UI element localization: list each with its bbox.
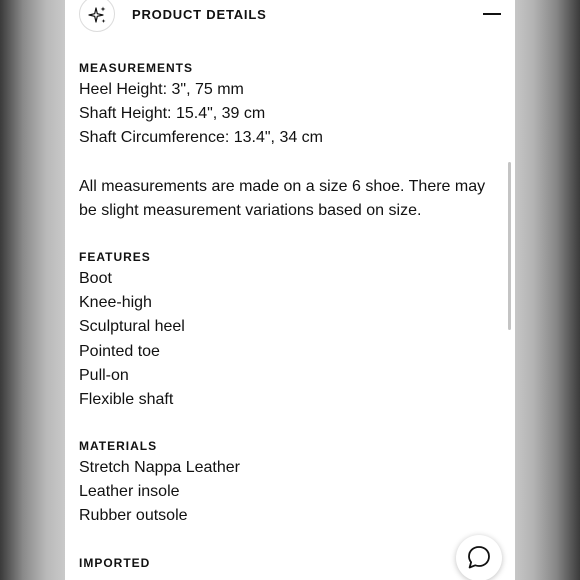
list-item: Heel Height: 3", 75 mm [79, 81, 244, 98]
list-item: Shaft Height: 15.4", 39 cm [79, 105, 266, 123]
list-item: Knee-high [79, 294, 152, 312]
scrollbar[interactable] [508, 162, 511, 330]
section-title: PRODUCT DETAILS [132, 7, 267, 22]
list-item: Shaft Circumference: 13.4", 34 cm [79, 129, 324, 147]
sparkle-icon [79, 0, 115, 32]
product-details-header[interactable] [65, 0, 515, 34]
list-item: Boot [79, 269, 112, 287]
chat-button[interactable] [456, 535, 502, 580]
minus-icon[interactable] [483, 13, 501, 15]
chat-bubble-icon [467, 545, 491, 571]
list-item: Rubber outsole [79, 507, 188, 525]
measurements-heading: MEASUREMENTS [79, 61, 194, 75]
list-item: Leather insole [79, 483, 180, 501]
list-item: Pointed toe [79, 342, 160, 360]
list-item: Sculptural heel [79, 318, 185, 336]
measurement-note: All measurements are made on a size 6 shoe. There may be slight measurement variations based on size. [79, 177, 486, 219]
features-heading: FEATURES [79, 249, 151, 264]
list-item: Flexible shaft [79, 390, 174, 408]
list-item: Stretch Nappa Leather [79, 459, 240, 477]
list-item: Pull-on [79, 366, 129, 384]
product-details-panel [65, 0, 515, 580]
product-details-content [79, 58, 504, 573]
imported-heading: IMPORTED [79, 555, 151, 570]
materials-heading: MATERIALS [79, 439, 158, 454]
